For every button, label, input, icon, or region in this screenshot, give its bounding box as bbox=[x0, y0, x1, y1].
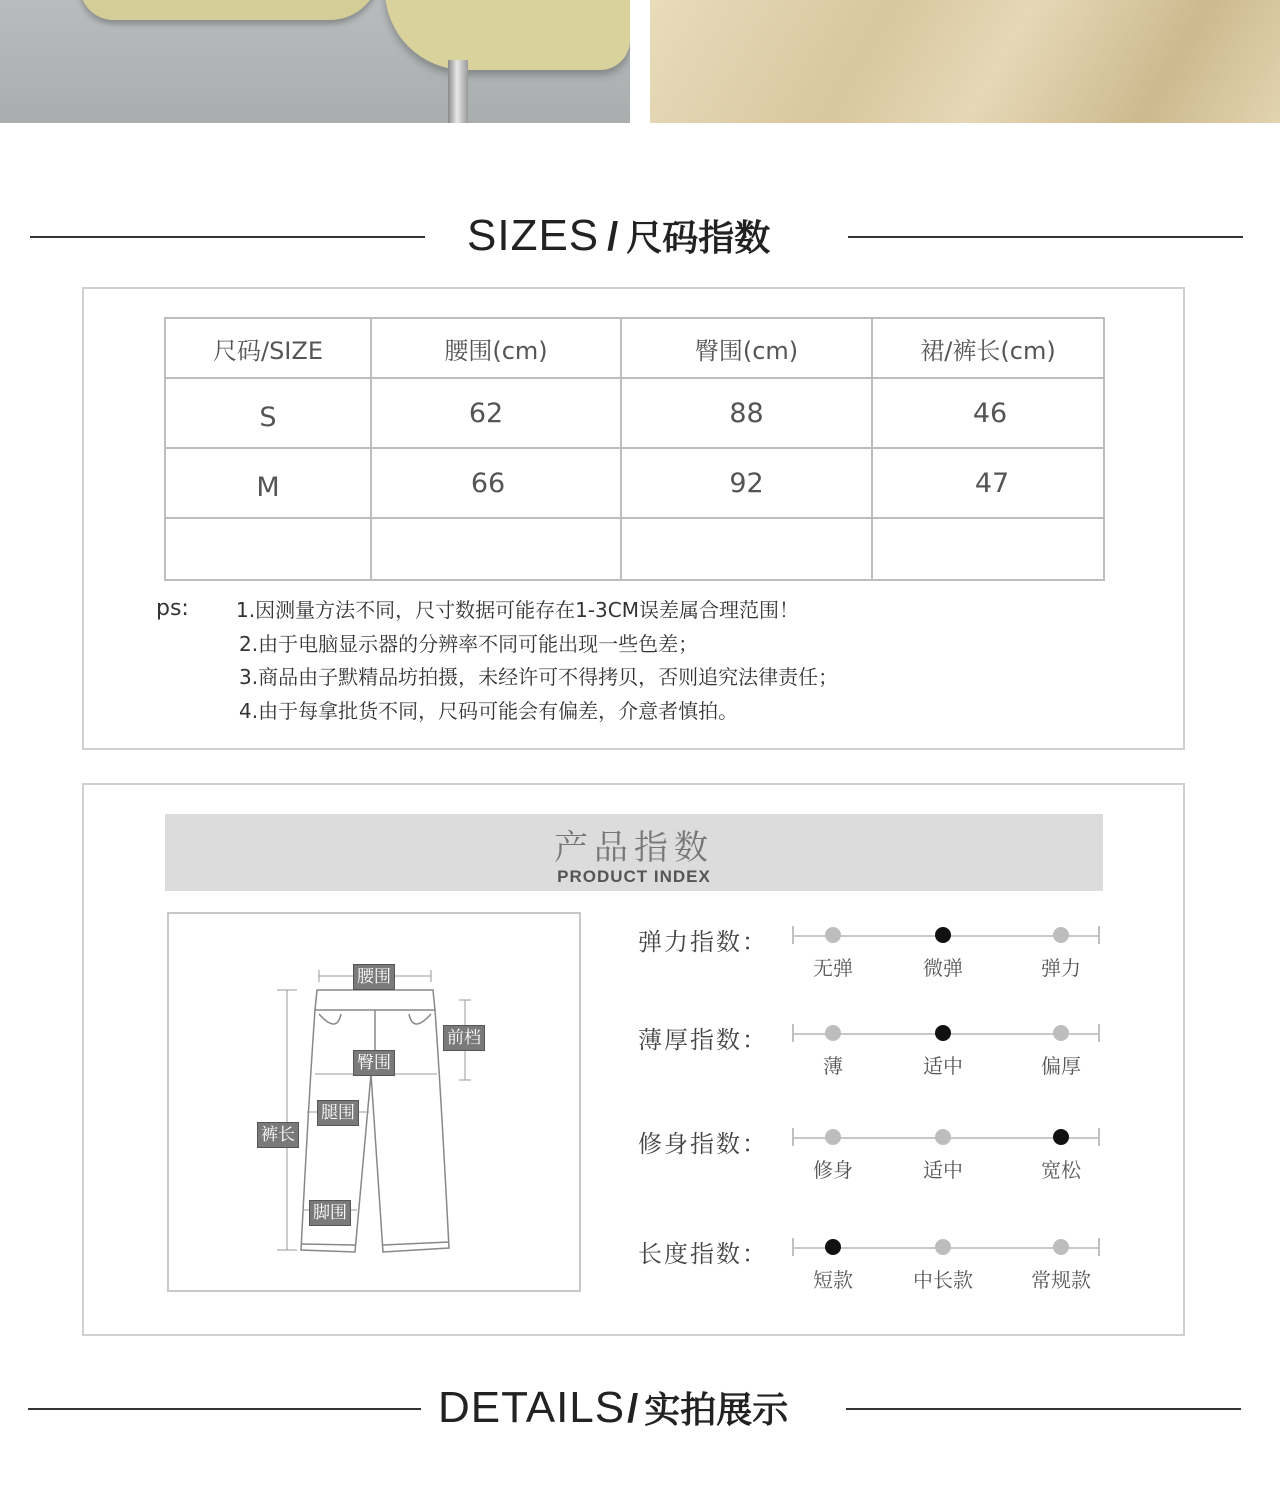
cell-length bbox=[872, 518, 1104, 580]
index-dot bbox=[1053, 927, 1069, 943]
fit-index bbox=[638, 1124, 1108, 1194]
table-row bbox=[165, 518, 1104, 580]
index-option: 适中 bbox=[923, 1158, 963, 1182]
product-photo-left bbox=[0, 0, 630, 123]
index-option: 宽松 bbox=[1041, 1158, 1081, 1182]
index-dot-selected bbox=[935, 1025, 951, 1041]
cell-hip: 88 bbox=[621, 378, 872, 448]
note-item: 3.商品由子默精品坊拍摄，未经许可不得拷贝，否则追究法律责任； bbox=[239, 665, 839, 689]
product-photo-right bbox=[650, 0, 1280, 123]
index-dot bbox=[825, 927, 841, 943]
index-dot bbox=[1053, 1239, 1069, 1255]
thickness-index bbox=[638, 1020, 1108, 1090]
index-title: 修身指数： bbox=[638, 1130, 768, 1158]
index-title: 薄厚指数： bbox=[638, 1026, 768, 1054]
label-thigh: 腿围 bbox=[317, 1100, 359, 1126]
cell-waist: 66 bbox=[371, 448, 621, 518]
size-table bbox=[164, 317, 1105, 581]
header-waist: 腰围(cm) bbox=[371, 318, 621, 378]
index-dot bbox=[825, 1129, 841, 1145]
index-title: 弹力指数： bbox=[638, 928, 768, 956]
ps-label: ps: bbox=[156, 596, 189, 621]
note-item: 4.由于每拿批货不同，尺码可能会有偏差，介意者慎拍。 bbox=[239, 698, 739, 723]
size-notes bbox=[236, 594, 838, 728]
cell-length: 46 bbox=[872, 378, 1104, 448]
index-dot bbox=[1053, 1025, 1069, 1041]
length-index bbox=[638, 1234, 1108, 1304]
product-index-title: 产品指数 bbox=[554, 828, 714, 868]
details-heading: DETAILS/ 实拍展示 bbox=[438, 1383, 789, 1432]
sizes-heading: SIZES / 尺码指数 bbox=[467, 211, 771, 260]
index-option: 薄 bbox=[823, 1054, 843, 1078]
index-dot bbox=[935, 1239, 951, 1255]
cell-hip bbox=[621, 518, 872, 580]
index-dot-selected bbox=[935, 927, 951, 943]
cell-size bbox=[165, 518, 371, 580]
cell-waist bbox=[371, 518, 621, 580]
table-row bbox=[165, 378, 1104, 448]
product-index-subtitle: PRODUCT INDEX bbox=[557, 867, 711, 886]
index-option: 弹力 bbox=[1041, 956, 1081, 980]
heading-divider-right bbox=[846, 1408, 1241, 1410]
cell-length: 47 bbox=[872, 448, 1104, 518]
index-option: 修身 bbox=[813, 1158, 853, 1182]
label-rise: 前档 bbox=[443, 1025, 485, 1051]
heading-divider-right bbox=[848, 236, 1243, 238]
index-option: 中长款 bbox=[913, 1268, 973, 1292]
note-item: 2.由于电脑显示器的分辨率不同可能出现一些色差； bbox=[239, 631, 699, 656]
heading-divider-left bbox=[28, 1408, 421, 1410]
elasticity-index bbox=[638, 922, 1108, 992]
header-length: 裙/裤长(cm) bbox=[872, 318, 1104, 378]
cell-hip: 92 bbox=[621, 448, 872, 518]
index-title: 长度指数： bbox=[638, 1240, 768, 1268]
cell-waist: 62 bbox=[371, 378, 621, 448]
header-hip: 臀围(cm) bbox=[621, 318, 872, 378]
index-option: 无弹 bbox=[813, 956, 853, 980]
index-option: 微弹 bbox=[923, 956, 963, 980]
product-index-banner bbox=[165, 814, 1103, 891]
heading-divider-left bbox=[30, 236, 425, 238]
index-option: 常规款 bbox=[1031, 1268, 1091, 1292]
label-hip: 臀围 bbox=[353, 1050, 395, 1076]
note-item: 1.因测量方法不同，尺寸数据可能存在1-3CM误差属合理范围！ bbox=[236, 598, 799, 622]
index-dot bbox=[825, 1025, 841, 1041]
label-hem: 脚围 bbox=[309, 1200, 351, 1226]
pants-diagram bbox=[167, 912, 581, 1292]
table-row bbox=[165, 448, 1104, 518]
index-dot bbox=[935, 1129, 951, 1145]
header-size: 尺码/SIZE bbox=[165, 318, 371, 378]
table-header-row bbox=[165, 318, 1104, 378]
index-option: 短款 bbox=[813, 1268, 853, 1292]
cell-size: S bbox=[165, 378, 371, 448]
label-waist: 腰围 bbox=[353, 964, 395, 990]
index-dot-selected bbox=[825, 1239, 841, 1255]
label-length: 裤长 bbox=[257, 1122, 299, 1148]
index-option: 偏厚 bbox=[1041, 1054, 1081, 1078]
index-option: 适中 bbox=[923, 1054, 963, 1078]
index-dot-selected bbox=[1053, 1129, 1069, 1145]
cell-size: M bbox=[165, 448, 371, 518]
